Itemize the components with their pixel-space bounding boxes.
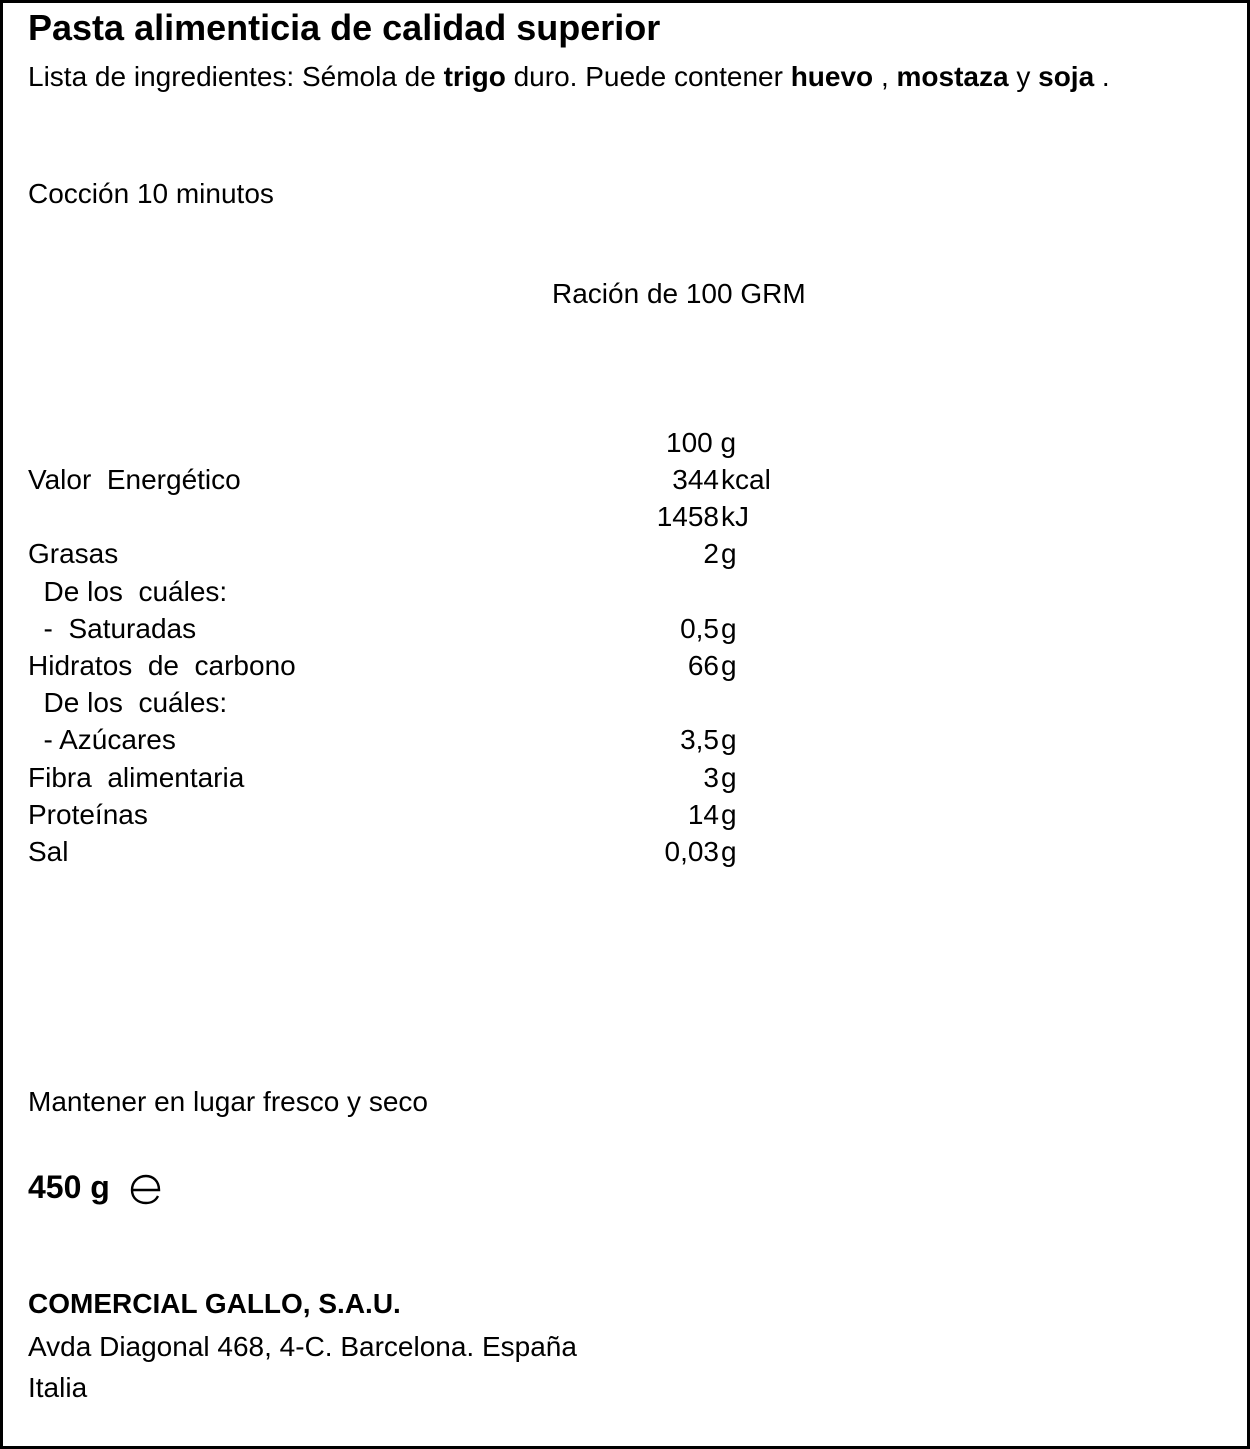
nutrition-unit: g [721, 762, 737, 793]
nutrition-label: Proteínas [28, 799, 148, 830]
nutrition-unit: kcal [721, 464, 771, 495]
e-mark-icon [127, 1171, 165, 1207]
nutrition-label: Fibra alimentaria [28, 762, 245, 793]
nutrition-label: Grasas [28, 538, 119, 569]
nutrition-label: - Azúcares [28, 724, 176, 755]
ingredients-text: Lista de ingredientes: Sémola de [28, 61, 444, 92]
nutrition-label: Hidratos de carbono [28, 650, 296, 681]
nutrition-unit: g [721, 650, 737, 681]
nutrition-value: 3,5 [680, 724, 719, 755]
net-weight: 450 g [28, 1169, 110, 1205]
nutrition-value: 0,5 [680, 613, 719, 644]
country-of-origin: Italia [28, 1372, 88, 1403]
nutrition-unit: g [721, 613, 737, 644]
nutrition-unit: g [721, 724, 737, 755]
nutrition-label: De los cuáles: [28, 687, 228, 718]
nutrition-unit: g [721, 836, 737, 867]
storage-instructions: Mantener en lugar fresco y seco [28, 1086, 428, 1117]
nutrition-value: 344 [672, 464, 719, 495]
ingredients-text: y [1008, 61, 1039, 92]
nutrition-value: 14 [687, 799, 719, 830]
ingredients-list [28, 59, 1218, 95]
nutrition-value: 3 [703, 762, 719, 793]
nutrition-value: 66 [687, 650, 719, 681]
cooking-time: Cocción 10 minutos [28, 178, 274, 209]
nutrition-value: 2 [703, 538, 719, 569]
ingredients-text: . [1094, 61, 1110, 92]
allergen: huevo [790, 61, 874, 92]
nutrition-unit: g [721, 538, 737, 569]
nutrition-column-header: 100 g [666, 427, 737, 458]
allergen: mostaza [896, 61, 1009, 92]
product-title: Pasta alimenticia de calidad superior [28, 7, 661, 48]
nutrition-label: Valor Energético [28, 464, 241, 495]
allergen: soja [1038, 61, 1095, 92]
nutrition-unit: g [721, 799, 737, 830]
nutrition-value: 1458 [656, 501, 719, 532]
nutrition-unit: kJ [721, 501, 749, 532]
nutrition-label: De los cuáles: [28, 576, 228, 607]
allergen: trigo [443, 61, 506, 92]
company-name: COMERCIAL GALLO, S.A.U. [28, 1288, 401, 1319]
nutrition-label: - Saturadas [28, 613, 197, 644]
nutrition-value: 0,03 [664, 836, 719, 867]
ingredients-text: duro. Puede contener [505, 61, 791, 92]
serving-size: Ración de 100 GRM [552, 278, 806, 309]
company-address: Avda Diagonal 468, 4-C. Barcelona. España [28, 1331, 577, 1362]
ingredients-text: , [873, 61, 897, 92]
nutrition-label: Sal [28, 836, 69, 867]
